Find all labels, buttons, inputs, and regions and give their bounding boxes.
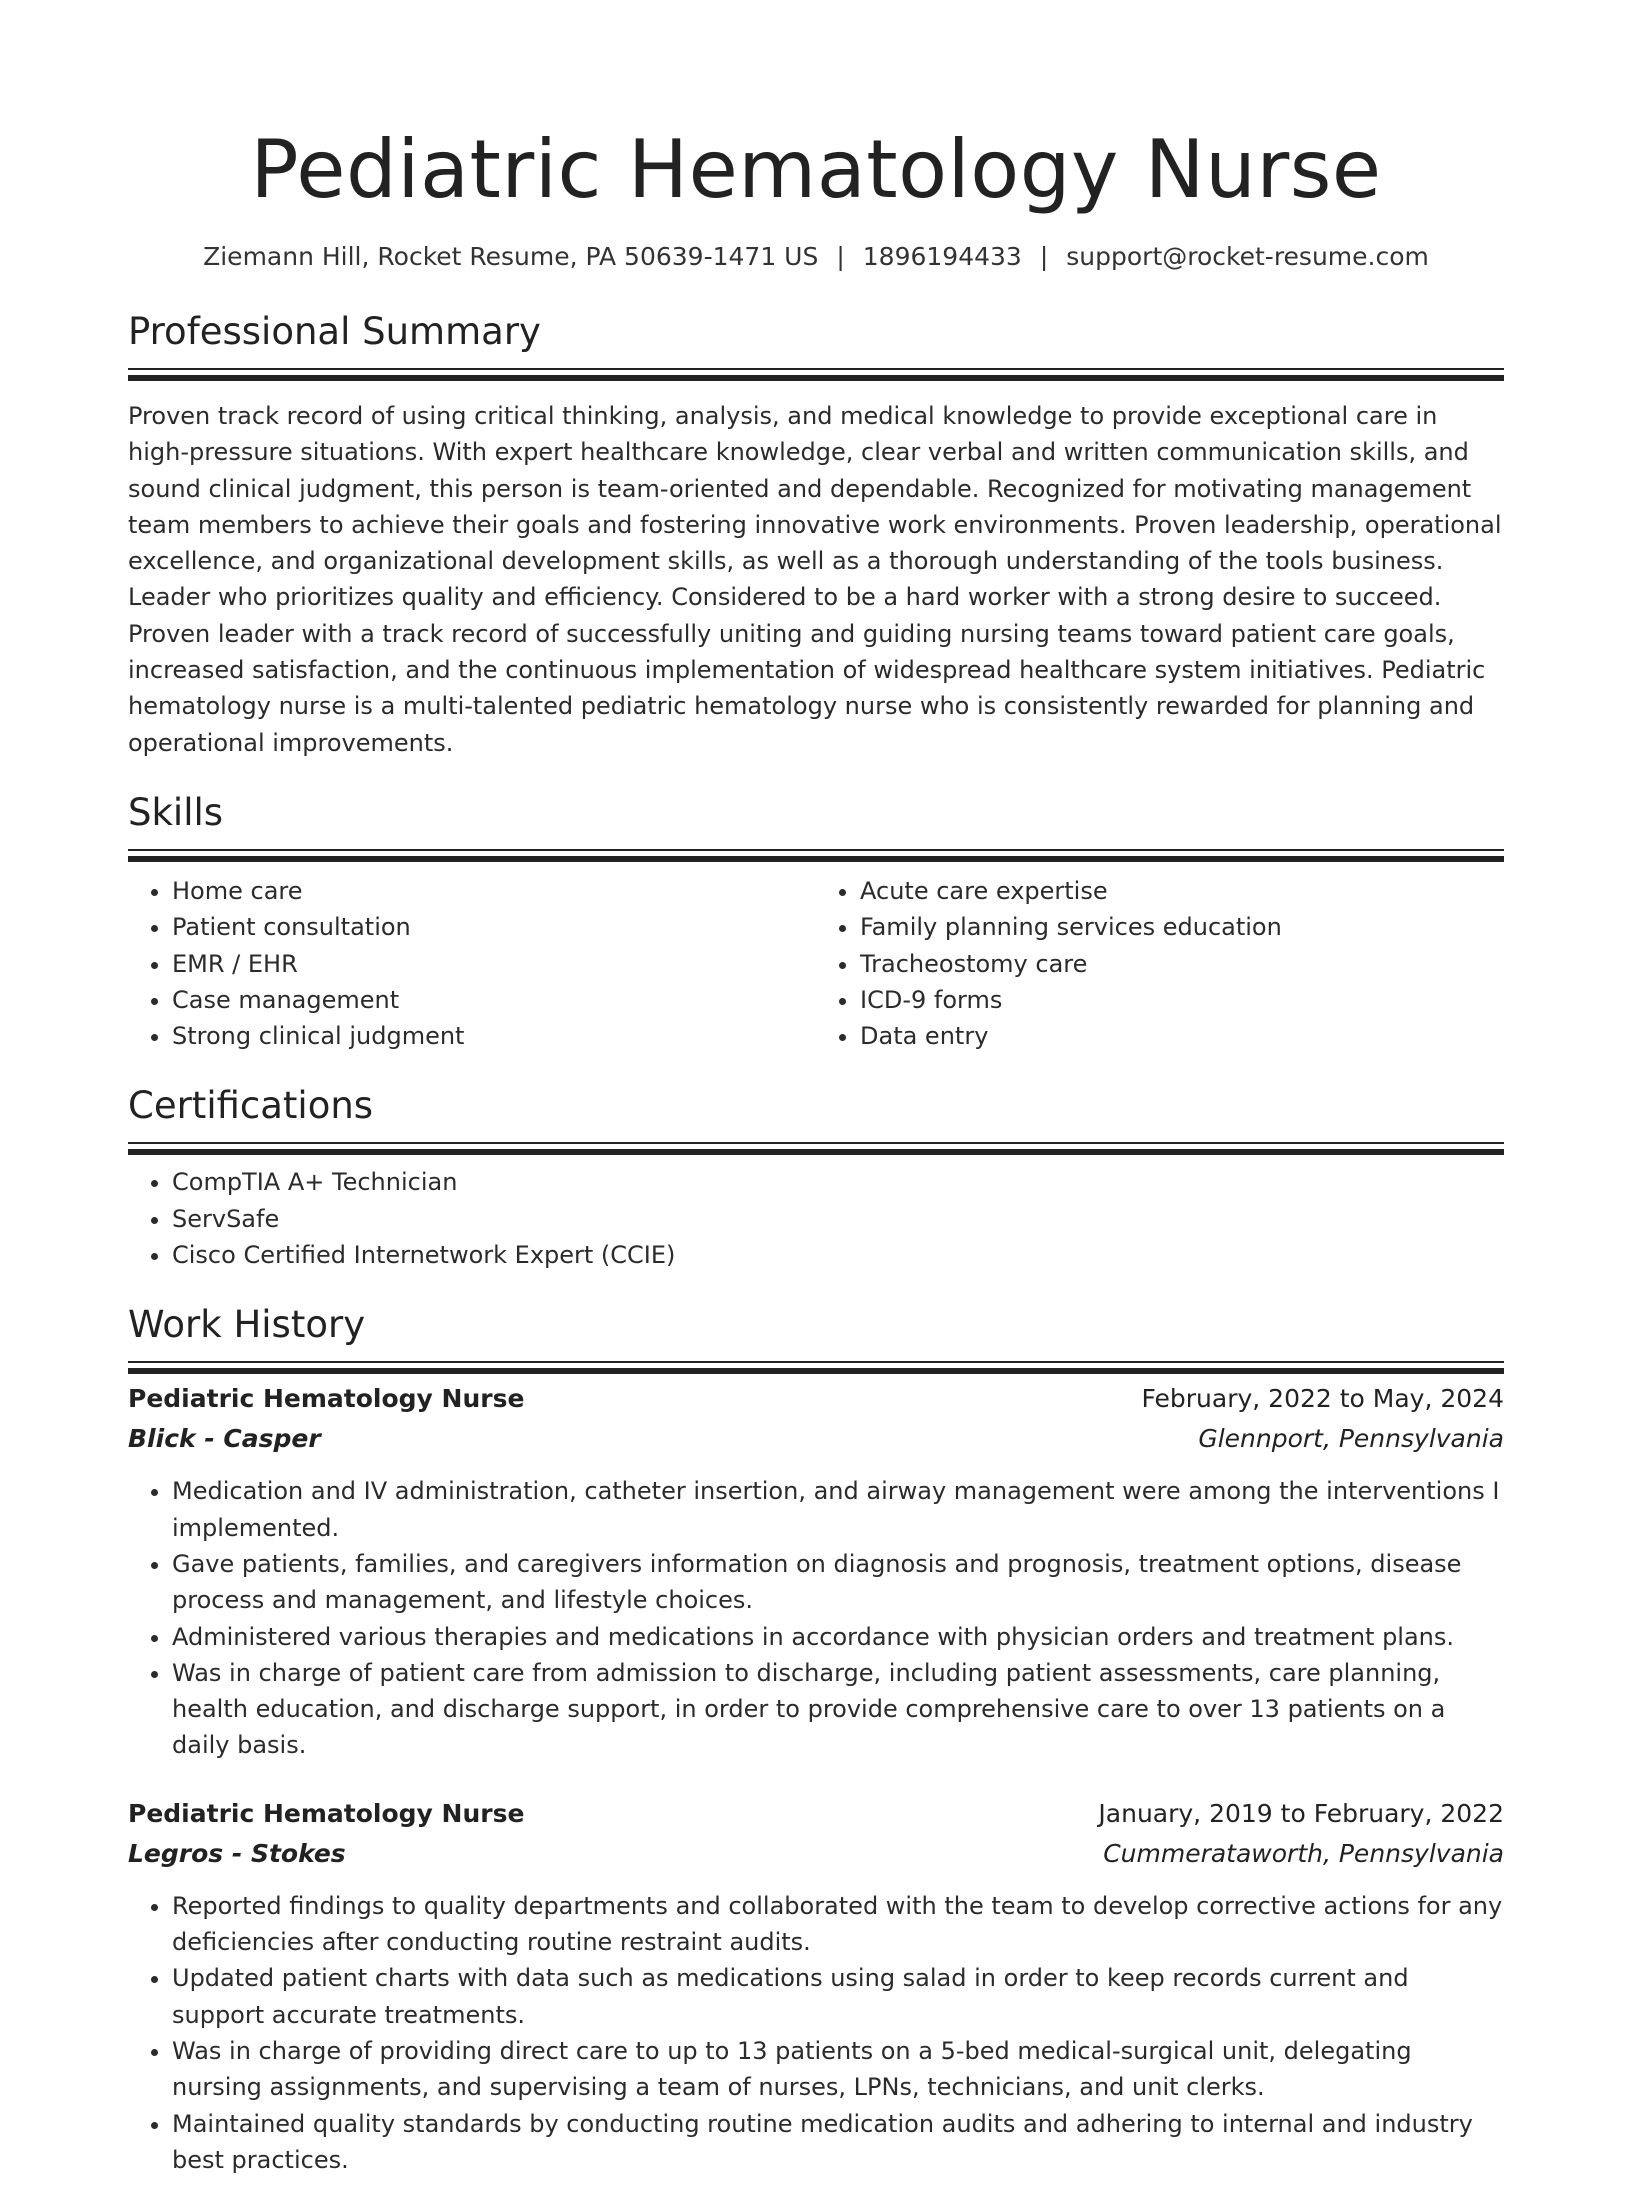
job-bullet: • Updated patient charts with data such as medications using salad in order to keep records current and support accurate treatments. — [172, 1960, 1504, 2033]
summary-section — [128, 308, 1504, 761]
job-bullet: • Maintained quality standards by conducting routine medication audits and adhering to internal and industry best practices. — [172, 2106, 1504, 2179]
skill-item: • Patient consultation — [172, 909, 816, 945]
certification-item: • Cisco Certified Internetwork Expert (CCIE) — [172, 1237, 1504, 1273]
skill-item: • Strong clinical judgment — [172, 1018, 816, 1054]
candidate-name: Pediatric Hematology Nurse — [250, 123, 1382, 216]
job-location: Cummerataworth, Pennsylvania — [1103, 1838, 1504, 1868]
contact-phone: 1896194433 — [862, 242, 1022, 271]
certifications-heading: Certifications — [128, 1084, 374, 1128]
job-bullet: • Was in charge of patient care from admission to discharge, including patient assessments, care planning, health education, and discharge support, in order to provide comprehensive care to over 13 patients on a daily basis. — [172, 1655, 1504, 1764]
skill-item: • EMR / EHR — [172, 946, 816, 982]
work-history-heading: Work History — [128, 1303, 366, 1347]
section-divider — [128, 1361, 1504, 1363]
resume-page — [128, 0, 1504, 2208]
job-bullets — [128, 1888, 1504, 2178]
certifications-list — [128, 1164, 1504, 1273]
job-company: Blick - Casper — [128, 1424, 321, 1454]
job-entry — [128, 1379, 1504, 1763]
job-dates: January, 2019 to February, 2022 — [1098, 1798, 1504, 1828]
contact-address: Ziemann Hill, Rocket Resume, PA 50639-1471 US — [203, 242, 819, 271]
skills-heading: Skills — [128, 790, 224, 834]
job-bullet: • Was in charge of providing direct care to up to 13 patients on a 5-bed medical-surgical unit, delegating nursing assignments, and supervising a team of nurses, LPNs, technicians, and unit clerks. — [172, 2033, 1504, 2106]
work-history-section — [128, 1301, 1504, 2178]
certification-item: • CompTIA A+ Technician — [172, 1164, 1504, 1200]
contact-separator: | — [1039, 242, 1049, 271]
skills-section — [128, 789, 1504, 1054]
skill-item: • Data entry — [860, 1018, 1504, 1054]
contact-separator: | — [836, 242, 845, 271]
job-entry — [128, 1794, 1504, 2178]
contact-email: support@rocket-resume.com — [1066, 242, 1429, 271]
job-company: Legros - Stokes — [128, 1838, 346, 1868]
certification-item: • ServSafe — [172, 1201, 1504, 1237]
section-divider — [128, 368, 1504, 370]
skill-item: • Tracheostomy care — [860, 946, 1504, 982]
job-bullet: • Reported findings to quality departments and collaborated with the team to develop corrective actions for any deficiencies after conducting routine restraint audits. — [172, 1888, 1504, 1961]
job-bullets — [128, 1473, 1504, 1763]
section-divider — [128, 849, 1504, 851]
summary-text: Proven track record of using critical thinking, analysis, and medical knowledge to provide exceptional care in high-pressure situations. With expert healthcare knowledge, clear verbal and written communication skills, and sound clinical judgment, this person is team-oriented and dependable. Recognized for motivating management team members to achieve their goals and fostering innovative work environments. Proven leadership, operational excellence, and organizational development skills, as well as a thorough understanding of the tools business. Leader who prioritizes quality and efficiency. Considered to be a hard worker with a strong desire to succeed. Proven leader with a track record of successfully uniting and guiding nursing teams toward patient care goals, increased satisfaction, and the continuous implementation of widespread healthcare system initiatives. Pediatric hematology nurse is a multi-talented pediatric hematology nurse who is consistently rewarded for planning and operational improvements. — [128, 402, 1502, 757]
skill-item: • ICD-9 forms — [860, 982, 1504, 1018]
contact-line — [128, 240, 1504, 274]
certifications-section — [128, 1082, 1504, 1273]
job-location: Glennport, Pennsylvania — [1198, 1424, 1504, 1454]
section-divider — [128, 1142, 1504, 1144]
summary-heading: Professional Summary — [128, 310, 541, 353]
skill-item: • Acute care expertise — [860, 873, 1504, 909]
skills-list-left — [128, 873, 816, 1054]
skill-item: • Case management — [172, 982, 816, 1018]
job-dates: February, 2022 to May, 2024 — [1141, 1384, 1504, 1414]
job-bullet: • Gave patients, families, and caregivers information on diagnosis and prognosis, treatment options, disease process and management, and lifestyle choices. — [172, 1546, 1504, 1619]
job-title: Pediatric Hematology Nurse — [128, 1384, 525, 1414]
skill-item: • Family planning services education — [860, 909, 1504, 945]
job-title: Pediatric Hematology Nurse — [128, 1798, 525, 1828]
skills-list-right — [816, 873, 1504, 1054]
job-bullet: • Administered various therapies and medications in accordance with physician orders and treatment plans. — [172, 1619, 1504, 1655]
job-bullet: • Medication and IV administration, catheter insertion, and airway management were among the interventions I implemented. — [172, 1473, 1504, 1546]
skill-item: • Home care — [172, 873, 816, 909]
